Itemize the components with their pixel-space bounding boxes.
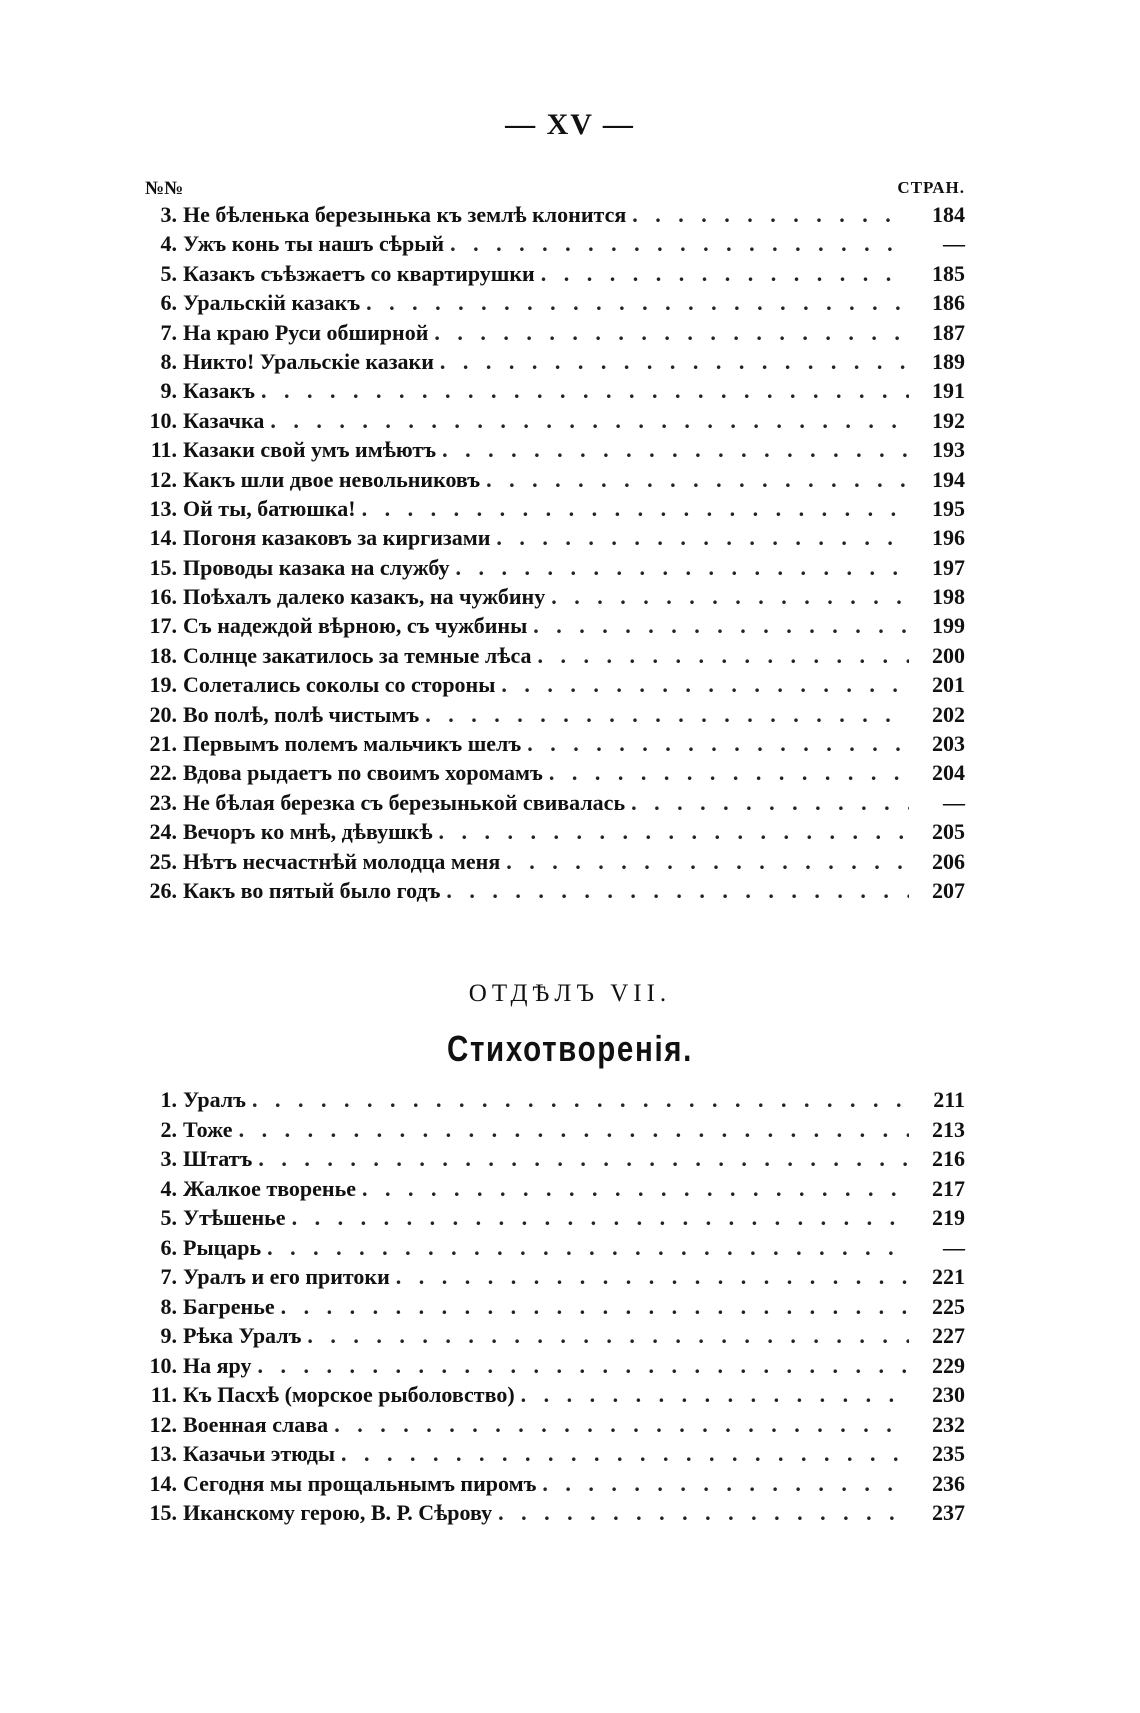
dot-leader — [538, 643, 910, 669]
toc-entry-page: 202 — [932, 701, 965, 727]
toc-entry-page: 230 — [932, 1382, 965, 1407]
toc-entry — [145, 202, 965, 231]
toc-entry — [145, 1353, 965, 1383]
toc-entry-page: 237 — [932, 1500, 965, 1525]
toc-entry-number: 13. — [149, 495, 177, 521]
toc-entry-number: 3. — [160, 202, 177, 227]
toc-entry-title: Уралъ — [183, 1087, 246, 1112]
toc-entry-title: Сегодня мы прощальнымъ пиромъ — [183, 1470, 537, 1496]
dot-leader — [239, 1117, 909, 1143]
toc-entry-number: 12. — [149, 466, 177, 492]
dot-leader — [334, 1412, 909, 1438]
toc-entry-page: 186 — [932, 290, 965, 316]
toc-entry-number: 6. — [160, 290, 177, 316]
toc-entry-number: 11. — [150, 1382, 177, 1407]
toc-entry-number: 8. — [160, 348, 177, 374]
dot-leader — [527, 731, 909, 757]
toc-entry — [145, 496, 965, 525]
dot-leader — [440, 349, 909, 375]
toc-entry-page: 192 — [932, 407, 965, 433]
toc-entry — [145, 584, 965, 613]
toc-entry — [145, 1500, 965, 1530]
toc-entry-page: 199 — [932, 613, 965, 639]
toc-entry-number: 9. — [160, 378, 177, 404]
toc-entry — [145, 702, 965, 731]
dot-leader — [631, 790, 909, 816]
toc-entry-number: 15. — [149, 1500, 177, 1525]
toc-entry-title: Солетались соколы со стороны — [183, 672, 496, 698]
toc-entry-page: 189 — [932, 348, 965, 374]
toc-entry-number: 14. — [149, 525, 177, 551]
dot-leader — [362, 1176, 909, 1202]
toc-entry-page: 216 — [932, 1146, 965, 1171]
toc-list-songs — [145, 202, 965, 907]
dot-leader — [261, 378, 909, 404]
toc-entry-number: 5. — [160, 1205, 177, 1230]
toc-entry — [145, 261, 965, 290]
toc-entry-title: Погоня казаковъ за киргизами — [183, 525, 491, 551]
dot-leader — [501, 672, 909, 698]
dot-leader — [632, 202, 909, 228]
dot-leader — [270, 408, 909, 434]
toc-entry-number: 20. — [149, 701, 177, 727]
toc-header — [145, 178, 965, 202]
toc-entry-number: 22. — [149, 760, 177, 786]
dot-leader — [521, 1382, 909, 1408]
dot-leader — [542, 1471, 909, 1497]
toc-entry-number: 2. — [160, 1116, 177, 1142]
toc-entry-page: 193 — [932, 437, 965, 463]
toc-entry — [145, 467, 965, 496]
toc-entry-page: 196 — [932, 525, 965, 551]
dot-leader — [498, 1500, 909, 1526]
toc-entry — [145, 1382, 965, 1412]
toc-entry-title: Проводы казака на службу — [183, 554, 450, 580]
toc-entry-page: 217 — [932, 1175, 965, 1201]
toc-entry — [145, 1323, 965, 1353]
toc-entry-page: — — [943, 231, 965, 257]
toc-entry-title: Рѣка Уралъ — [183, 1323, 302, 1348]
toc-entry-page: 227 — [932, 1323, 965, 1348]
toc-entry-title: Никто! Уральскіе казаки — [183, 348, 434, 374]
toc-entry — [145, 1412, 965, 1442]
toc-entry-page: 229 — [932, 1352, 965, 1378]
toc-entry-page: 213 — [932, 1116, 965, 1142]
toc-entry-number: 18. — [149, 642, 177, 668]
toc-entry-number: 25. — [149, 848, 177, 874]
dot-leader — [442, 437, 909, 463]
toc-entry-number: 11. — [150, 437, 177, 463]
toc-entry-title: Вечоръ ко мнѣ, дѣвушкѣ — [183, 819, 433, 845]
toc-entry-page: 198 — [932, 584, 965, 610]
toc-entry-title: На краю Руси обширной — [183, 319, 429, 345]
dot-leader — [292, 1205, 909, 1231]
toc-entry-number: 10. — [149, 1352, 177, 1378]
toc-entry — [145, 1117, 965, 1147]
toc-entry-page: — — [943, 1234, 965, 1260]
toc-entry — [145, 408, 965, 437]
toc-entry-number: 21. — [149, 731, 177, 757]
toc-entry-title: Какъ во пятый было годъ — [183, 877, 441, 903]
toc-entry-title: Тоже — [183, 1116, 233, 1142]
toc-entry-title: Ужъ конь ты нашъ сѣрый — [183, 231, 445, 257]
toc-entry-number: 16. — [149, 584, 177, 610]
dot-leader — [533, 613, 909, 639]
toc-entry-title: Поѣхалъ далеко казакъ, на чужбину — [183, 584, 546, 610]
toc-entry-number: 6. — [160, 1234, 177, 1260]
toc-entry-number: 4. — [160, 1175, 177, 1201]
toc-entry-page: 191 — [932, 378, 965, 404]
toc-entry-title: Казаки свой умъ имѣютъ — [183, 437, 437, 463]
dot-leader — [434, 320, 909, 346]
dot-leader — [366, 290, 909, 316]
toc-entry-title: Казачьи этюды — [183, 1441, 336, 1466]
toc-entry-number: 17. — [149, 613, 177, 639]
toc-entry-number: 3. — [160, 1146, 177, 1171]
section-label: ОТДѢЛЪ VII. — [468, 980, 672, 1007]
toc-entry — [145, 878, 965, 907]
page-number: — XV — — [505, 108, 635, 141]
toc-entry-title: Вдова рыдаетъ по своимъ хоромамъ — [183, 760, 543, 786]
toc-entry-number: 26. — [149, 877, 177, 903]
toc-entry-title: Багренье — [183, 1293, 275, 1319]
dot-leader — [362, 496, 909, 522]
toc-entry-title: На яру — [183, 1352, 252, 1378]
toc-entry — [145, 525, 965, 554]
dot-leader — [496, 525, 909, 551]
toc-entry — [145, 1176, 965, 1206]
toc-entry — [145, 1471, 965, 1501]
toc-entry-page: 205 — [932, 819, 965, 845]
toc-entry-title: Военная слава — [183, 1411, 329, 1437]
toc-entry-number: 10. — [149, 407, 177, 433]
toc-entry-page: 185 — [932, 260, 965, 286]
toc-entry-title: Жалкое творенье — [183, 1175, 357, 1201]
toc-entry — [145, 790, 965, 819]
toc-entry — [145, 672, 965, 701]
toc-entry-number: 7. — [160, 319, 177, 345]
page-column-label: СТРАН. — [897, 178, 965, 197]
toc-entry-title: Какъ шли двое невольниковъ — [183, 466, 481, 492]
toc-entry — [145, 320, 965, 349]
toc-list-poems — [145, 1087, 965, 1530]
toc-entry-title: Иканскому герою, В. Р. Сѣрову — [183, 1500, 493, 1525]
toc-entry-page: 236 — [932, 1470, 965, 1496]
toc-entry-page: 235 — [932, 1441, 965, 1466]
toc-entry-page: 200 — [932, 642, 965, 668]
dot-leader — [446, 878, 909, 904]
toc-entry-number: 1. — [160, 1087, 177, 1112]
toc-entry-number: 4. — [160, 231, 177, 257]
toc-entry-number: 7. — [160, 1264, 177, 1289]
toc-entry — [145, 1235, 965, 1265]
toc-entry — [145, 231, 965, 260]
toc-entry-title: Къ Пасхѣ (морское рыболовство) — [183, 1382, 515, 1407]
toc-entry-page: 195 — [932, 495, 965, 521]
dot-leader — [439, 819, 909, 845]
toc-entry — [145, 290, 965, 319]
toc-entry — [145, 1146, 965, 1176]
toc-entry-page: 211 — [933, 1087, 965, 1112]
dot-leader — [456, 555, 909, 581]
toc-entry-title: Утѣшенье — [183, 1205, 286, 1230]
toc-entry — [145, 555, 965, 584]
dot-leader — [252, 1087, 909, 1113]
toc-entry-number: 23. — [149, 789, 177, 815]
toc-entry — [145, 378, 965, 407]
toc-entry-title: Нѣтъ несчастнѣй молодца меня — [183, 848, 501, 874]
dot-leader — [486, 467, 909, 493]
toc-entry-title: Во полѣ, полѣ чистымъ — [183, 701, 420, 727]
dot-leader — [506, 849, 909, 875]
section-title: Стихотворенія. — [446, 1028, 694, 1069]
toc-entry-number: 12. — [149, 1411, 177, 1437]
toc-entry — [145, 1294, 965, 1324]
dot-leader — [425, 702, 909, 728]
toc-entry-title: Казакъ съѣзжаетъ со квартирушки — [183, 260, 535, 286]
toc-entry — [145, 349, 965, 378]
dot-leader — [281, 1294, 909, 1320]
toc-entry-title: Рыцарь — [183, 1234, 262, 1260]
toc-entry-title: Не бѣленька березынька къ землѣ клонится — [183, 202, 627, 227]
toc-entry-page: 204 — [932, 760, 965, 786]
toc-entry-title: Первымъ полемъ мальчикъ шелъ — [183, 731, 522, 757]
toc-entry-page: 207 — [932, 877, 965, 903]
dot-leader — [307, 1323, 909, 1349]
toc-entry-title: Съ надеждой вѣрною, съ чужбины — [183, 613, 528, 639]
toc-entry-title: Ой ты, батюшка! — [183, 495, 356, 521]
toc-entry — [145, 1087, 965, 1117]
toc-entry-page: 232 — [932, 1411, 965, 1437]
dot-leader — [258, 1146, 909, 1172]
number-column-label: №№ — [145, 178, 184, 199]
dot-leader — [551, 584, 909, 610]
toc-entry-page: — — [943, 789, 965, 815]
dot-leader — [267, 1235, 909, 1261]
toc-entry-title: Казакъ — [183, 378, 256, 404]
dot-leader — [341, 1441, 909, 1467]
toc-entry-number: 8. — [160, 1293, 177, 1319]
toc-entry-number: 14. — [149, 1470, 177, 1496]
toc-entry-page: 219 — [932, 1205, 965, 1230]
toc-entry — [145, 849, 965, 878]
toc-entry — [145, 643, 965, 672]
toc-entry — [145, 1205, 965, 1235]
dot-leader — [549, 760, 909, 786]
dot-leader — [257, 1353, 909, 1379]
toc-entry-page: 184 — [932, 202, 965, 227]
toc-entry-page: 221 — [932, 1264, 965, 1289]
toc-entry-title: Штатъ — [183, 1146, 253, 1171]
toc-entry-page: 187 — [932, 319, 965, 345]
toc-entry-number: 24. — [149, 819, 177, 845]
toc-entry-title: Уральскій казакъ — [183, 290, 361, 316]
toc-entry — [145, 437, 965, 466]
toc-entry-title: Казачка — [183, 407, 265, 433]
toc-entry-title: Уралъ и его притоки — [183, 1264, 390, 1289]
dot-leader — [450, 231, 909, 257]
toc-entry-page: 201 — [932, 672, 965, 698]
toc-entry-page: 194 — [932, 466, 965, 492]
toc-entry-title: Солнце закатилось за темные лѣса — [183, 642, 532, 668]
toc-entry-page: 197 — [932, 554, 965, 580]
toc-entry — [145, 731, 965, 760]
dot-leader — [541, 261, 909, 287]
toc-entry-title: Не бѣлая березка съ березынькой свивалась — [183, 789, 626, 815]
toc-entry — [145, 760, 965, 789]
toc-entry — [145, 613, 965, 642]
toc-entry — [145, 819, 965, 848]
toc-entry-number: 9. — [160, 1323, 177, 1348]
toc-entry-number: 13. — [149, 1441, 177, 1466]
toc-entry — [145, 1441, 965, 1471]
toc-entry — [145, 1264, 965, 1294]
toc-entry-page: 225 — [932, 1293, 965, 1319]
toc-entry-page: 206 — [932, 848, 965, 874]
toc-entry-number: 19. — [149, 672, 177, 698]
toc-entry-page: 203 — [932, 731, 965, 757]
dot-leader — [396, 1264, 909, 1290]
toc-entry-number: 5. — [160, 260, 177, 286]
toc-entry-number: 15. — [149, 554, 177, 580]
